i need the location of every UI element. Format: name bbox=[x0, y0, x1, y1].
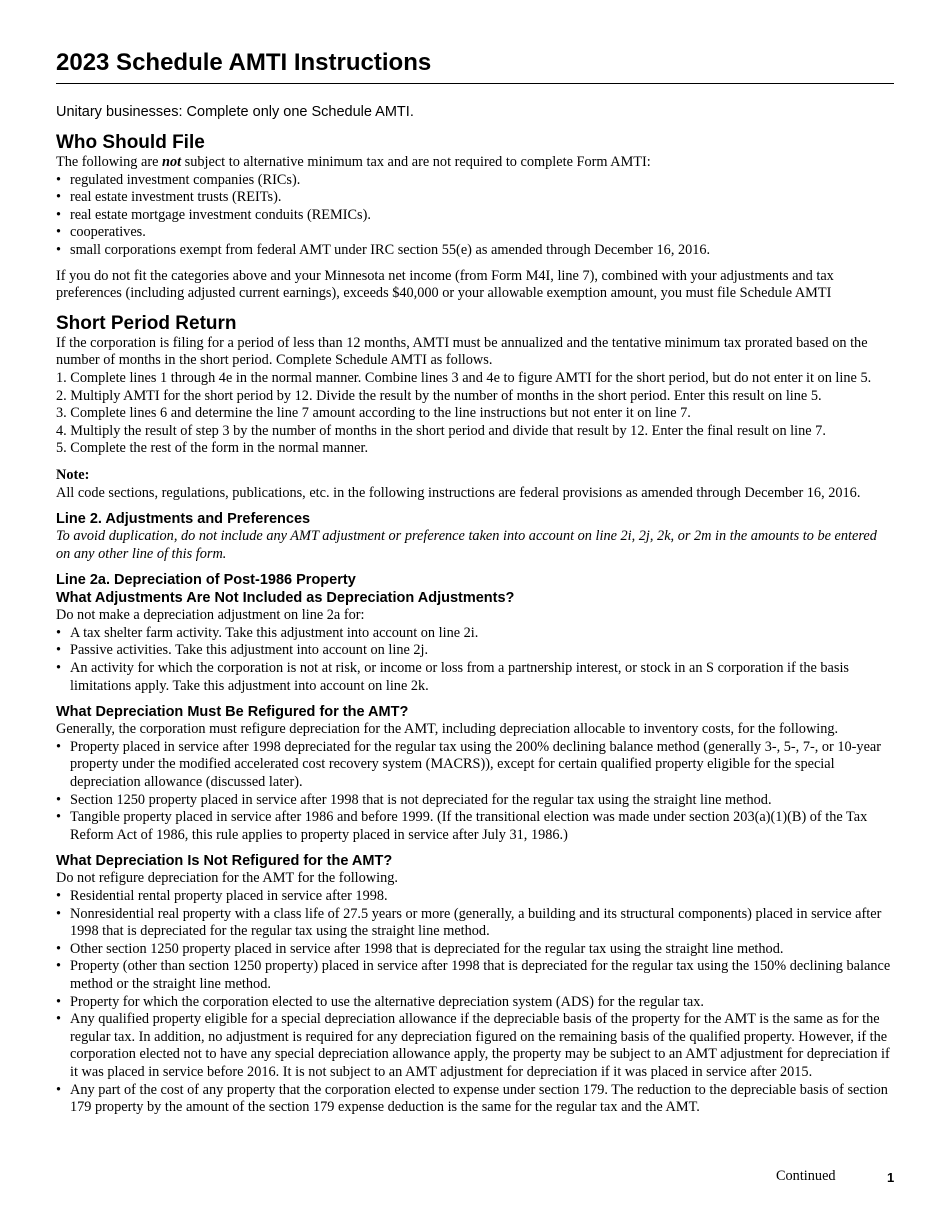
page-footer bbox=[0, 1168, 950, 1188]
step-item: 2. Multiply AMTI for the short period by 12. Divide the result by the number of months in the short period. Enter this result on line 5. bbox=[56, 387, 822, 404]
list-item: • Property placed in service after 1998 depreciated for the regular tax using the 200% declining balance method (generally 3-, 5-, 7-, or 10-year property under the modified accelerated cost recovery system (MACRS)), except for certain qualified property eligible for the special depreciation allowance (discussed later). bbox=[56, 739, 894, 792]
line-2-section bbox=[56, 510, 894, 563]
short-period-steps bbox=[56, 370, 894, 458]
must-refigure-heading: What Depreciation Must Be Refigured for the AMT? bbox=[56, 704, 409, 721]
list-item: • Passive activities. Take this adjustment into account on line 2j. bbox=[56, 642, 894, 660]
line-2-text: To avoid duplication, do not include any AMT adjustment or preference taken into account on line 2i, 2j, 2k, or 2m in the amounts to be entered on any other line of this form. bbox=[56, 528, 877, 562]
step-item: 1. Complete lines 1 through 4e in the normal manner. Combine lines 3 and 4e to figure AMTI for the short period, but do not enter it on line 5. bbox=[56, 369, 872, 386]
line-2a-section bbox=[56, 571, 894, 695]
list-item: • Residential rental property placed in service after 1998. bbox=[56, 888, 894, 906]
lead-emphasis: not bbox=[162, 154, 182, 170]
list-item: • regulated investment companies (RICs). bbox=[56, 172, 894, 190]
page-title: 2023 Schedule AMTI Instructions bbox=[56, 48, 894, 84]
list-item: • small corporations exempt from federal AMT under IRC section 55(e) as amended through December 16, 2016. bbox=[56, 242, 894, 260]
not-refigured-list bbox=[56, 888, 894, 1117]
list-item: • real estate mortgage investment conduits (REMICs). bbox=[56, 207, 894, 225]
list-item: • Property for which the corporation elected to use the alternative depreciation system (ADS) for the regular tax. bbox=[56, 994, 894, 1012]
step-item: 4. Multiply the result of step 3 by the number of months in the short period and divide that result by 12. Enter the final result on line 7. bbox=[56, 422, 826, 439]
list-item: • Property (other than section 1250 property) placed in service after 1998 that is depreciated for the regular tax using the 150% declining balance method or the straight line method. bbox=[56, 958, 894, 993]
step-item: 3. Complete lines 6 and determine the line 7 amount according to the line instructions but not enter it on line 7. bbox=[56, 405, 691, 422]
step-item: 5. Complete the rest of the form in the normal manner. bbox=[56, 440, 369, 457]
who-should-file-section bbox=[56, 132, 894, 303]
short-period-paragraph: If the corporation is filing for a period of less than 12 months, AMTI must be annualized and the tentative minimum tax prorated based on the number of months in the short period. Complete Schedule AMTI as follows. bbox=[56, 334, 868, 369]
short-period-section bbox=[56, 313, 894, 458]
list-item: • An activity for which the corporation is not at risk, or income or loss from a partnership interest, or stock in an S corporation if the basis limitations apply. Take this adjustment into account on line 2k. bbox=[56, 660, 894, 695]
line-2-heading: Line 2. Adjustments and Preferences bbox=[56, 511, 311, 528]
not-refigured-lead: Do not refigure depreciation for the AMT for the following. bbox=[56, 870, 398, 887]
list-item: • Other section 1250 property placed in service after 1998 that is depreciated for the regular tax using the straight line method. bbox=[56, 941, 894, 959]
who-should-file-lead bbox=[56, 154, 894, 172]
continued-label: Continued bbox=[776, 1168, 836, 1184]
note-text: All code sections, regulations, publications, etc. in the following instructions are federal provisions as amended through December 16, 2016. bbox=[56, 484, 861, 501]
short-period-heading: Short Period Return bbox=[56, 312, 237, 334]
lead-text-rest: subject to alternative minimum tax and are not required to complete Form AMTI: bbox=[181, 154, 651, 170]
adjustments-not-included-heading: What Adjustments Are Not Included as Depreciation Adjustments? bbox=[56, 590, 515, 607]
intro-text: Unitary businesses: Complete only one Schedule AMTI. bbox=[56, 104, 414, 120]
who-should-file-paragraph: If you do not fit the categories above and your Minnesota net income (from Form M4I, line 7), combined with your adjustments and tax preferences (including adjusted current earnings), exceeds $40,000 or your allowable exemption amount, you must file Schedule AMTI bbox=[56, 267, 834, 302]
not-refigured-section bbox=[56, 852, 894, 1116]
line-2a-list bbox=[56, 625, 894, 695]
list-item: • Any part of the cost of any property that the corporation elected to expense under section 179. The reduction to the depreciable basis of section 179 property by the amount of the section 179 expense deduction is the same for the regular tax and the AMT. bbox=[56, 1082, 894, 1117]
note-section bbox=[56, 467, 894, 502]
list-item: • Nonresidential real property with a class life of 27.5 years or more (generally, a building and its structural components) placed in service after 1998 that is depreciated for the regular tax using the straight line method. bbox=[56, 906, 894, 941]
list-item: • Section 1250 property placed in service after 1998 that is not depreciated for the regular tax using the straight line method. bbox=[56, 792, 894, 810]
who-should-file-heading: Who Should File bbox=[56, 132, 205, 153]
must-refigure-list bbox=[56, 739, 894, 845]
line-2a-lead: Do not make a depreciation adjustment on line 2a for: bbox=[56, 607, 365, 624]
must-refigure-section bbox=[56, 703, 894, 844]
list-item: • A tax shelter farm activity. Take this adjustment into account on line 2i. bbox=[56, 625, 894, 643]
note-label: Note: bbox=[56, 466, 90, 483]
document-page bbox=[56, 48, 894, 1117]
must-refigure-lead: Generally, the corporation must refigure depreciation for the AMT, including depreciation allocable to inventory costs, for the following. bbox=[56, 721, 839, 738]
not-refigured-heading: What Depreciation Is Not Refigured for the AMT? bbox=[56, 853, 393, 870]
list-item: • real estate investment trusts (REITs). bbox=[56, 189, 894, 207]
page-number: 1 bbox=[887, 1170, 895, 1185]
list-item: • Any qualified property eligible for a special depreciation allowance if the depreciable basis of the property for the AMT is the same as for the regular tax. In addition, no adjustment is required for any depreciation figured on the remaining basis of the qualified property. However, if the corporation elected not to have any special depreciation allowance apply, the property may be subject to an AMT adjustment for depreciation if it was placed in service before 2016. It is not subject to an AMT adjustment for depreciation if it was placed in service after 2015. bbox=[56, 1011, 894, 1081]
list-item: • cooperatives. bbox=[56, 224, 894, 242]
line-2a-heading: Line 2a. Depreciation of Post-1986 Property bbox=[56, 572, 356, 589]
exempt-list bbox=[56, 172, 894, 260]
list-item: • Tangible property placed in service after 1986 and before 1999. (If the transitional election was made under section 203(a)(1)(B) of the Tax Reform Act of 1986, this rule applies to property placed in service after July 31, 1986.) bbox=[56, 809, 894, 844]
lead-text: The following are bbox=[56, 154, 162, 170]
